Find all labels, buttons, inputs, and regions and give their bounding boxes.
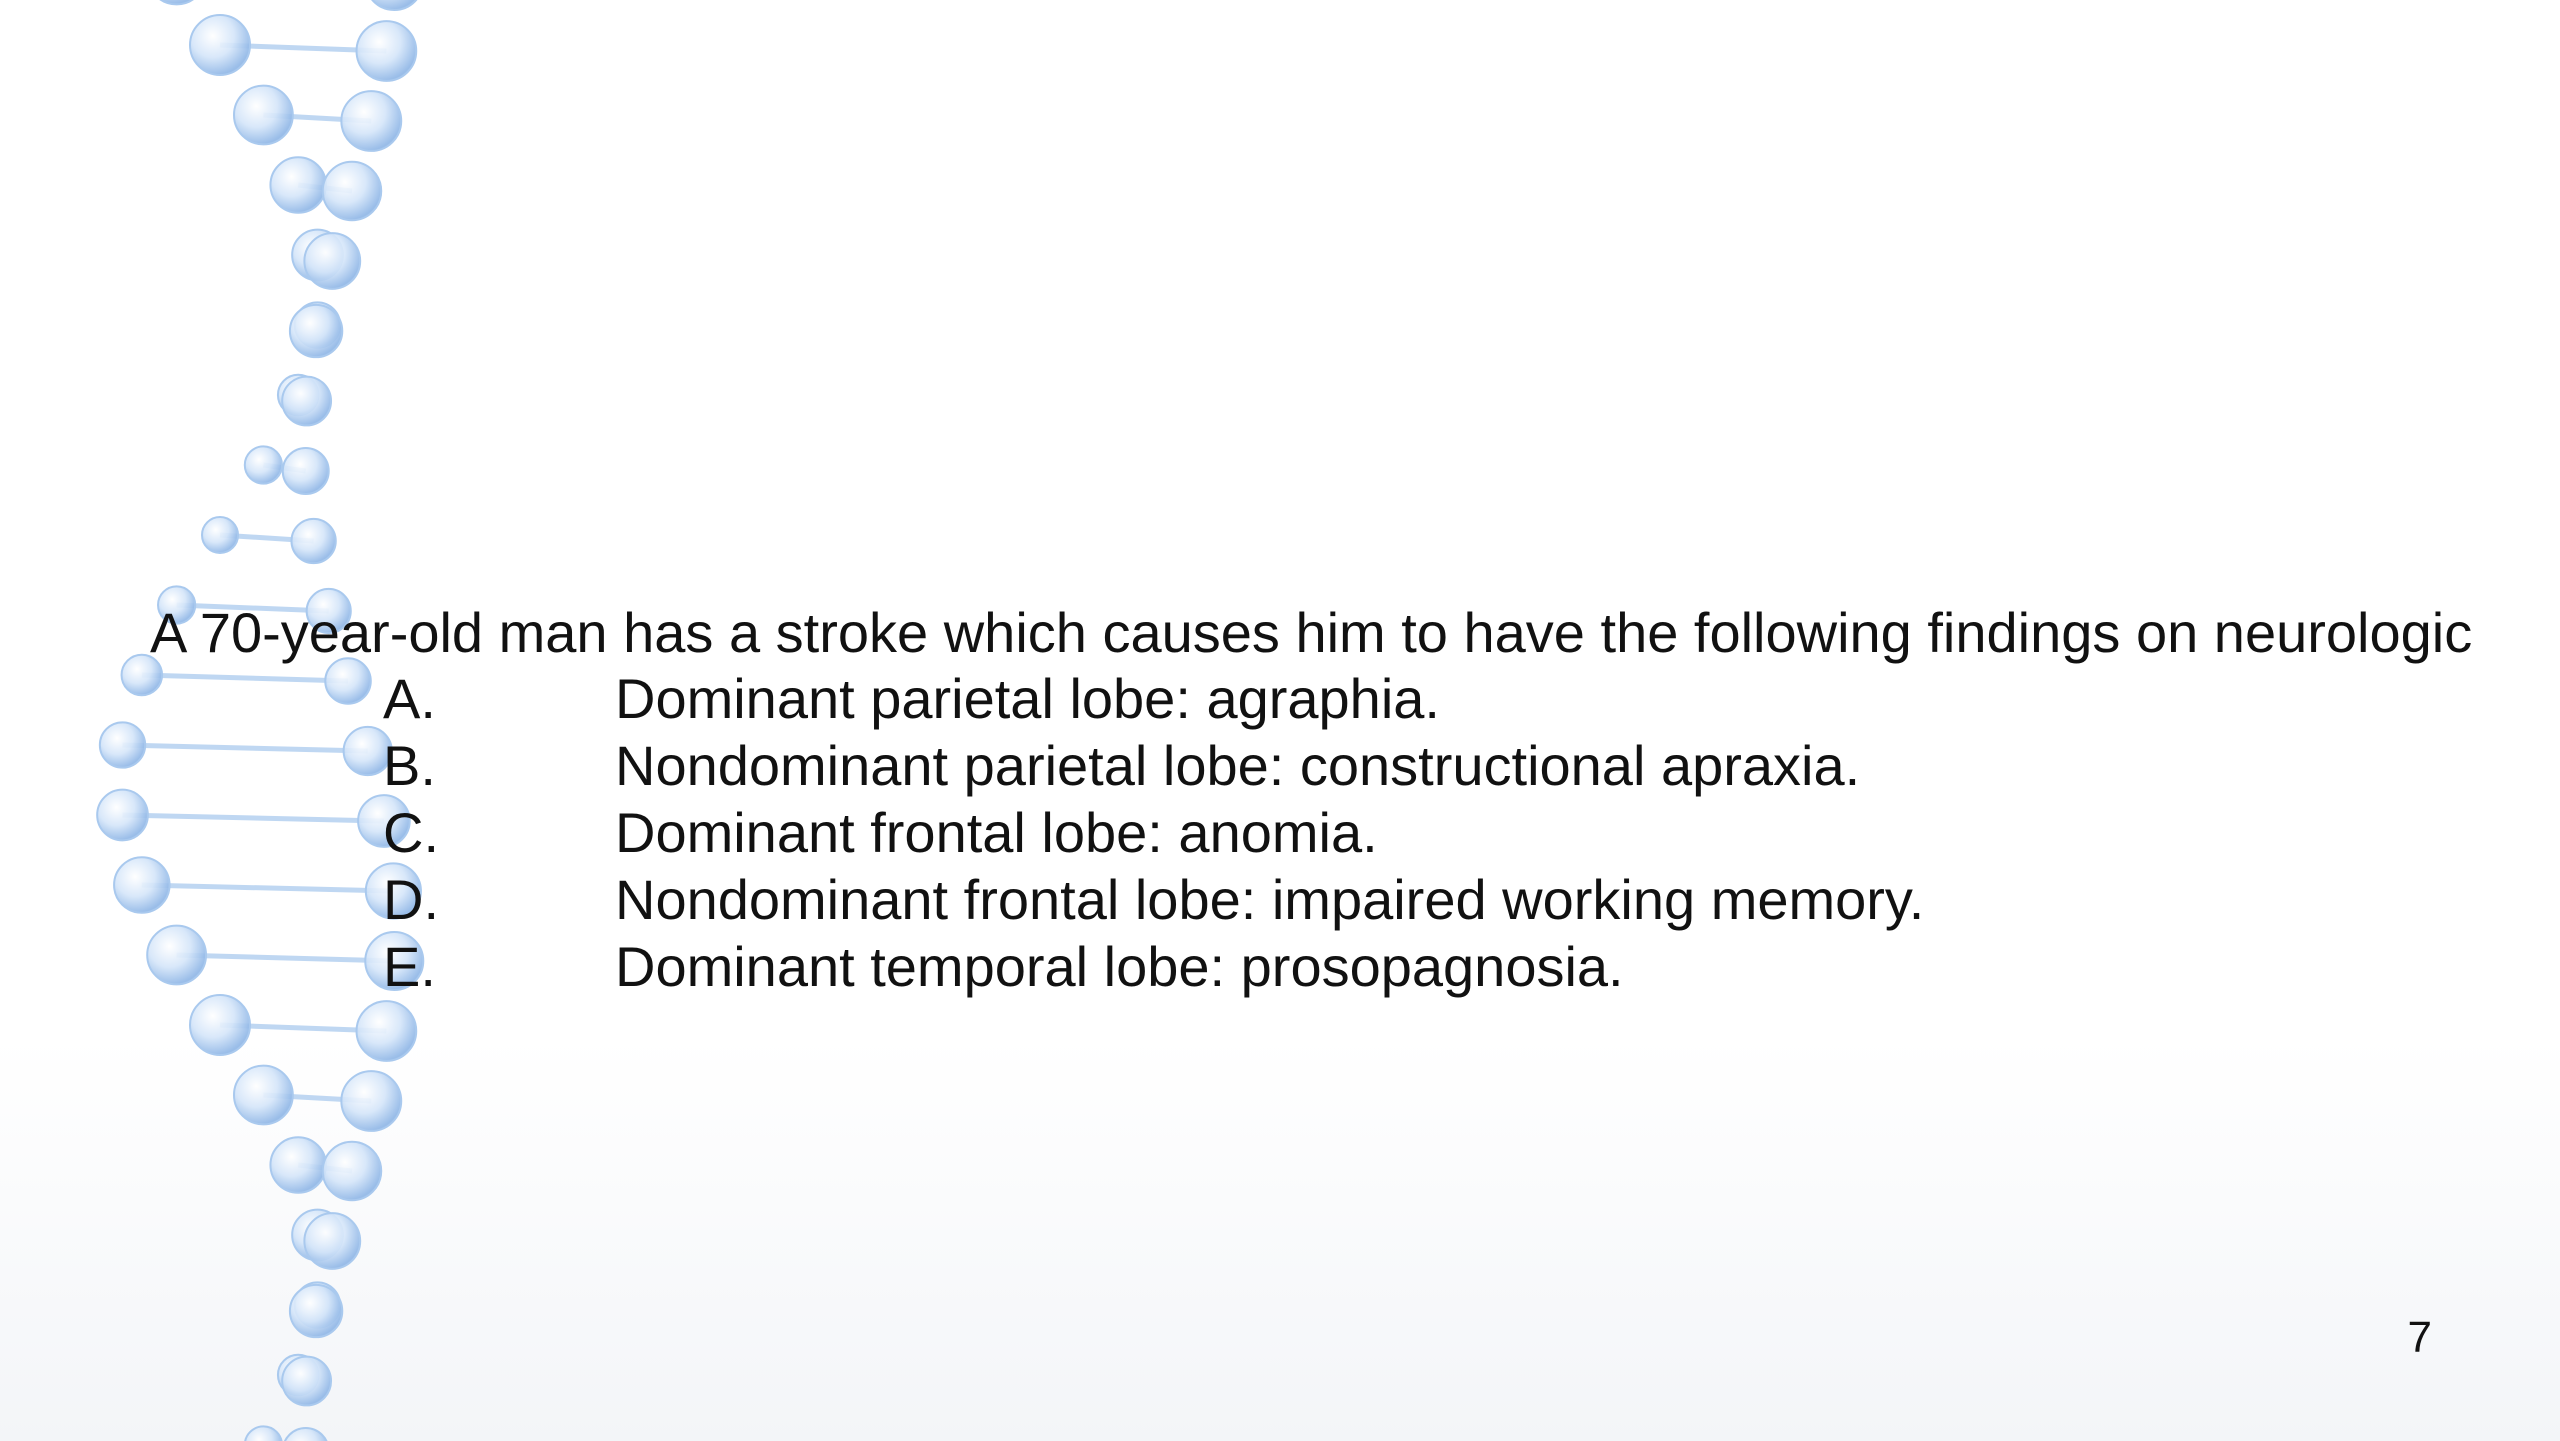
dna-sphere [114, 857, 169, 912]
dna-sphere [323, 1142, 381, 1200]
page-number: 7 [2407, 1313, 2432, 1362]
dna-sphere [304, 1213, 360, 1269]
dna-sphere [147, 0, 206, 4]
dna-sphere [282, 1357, 331, 1406]
dna-sphere [291, 519, 335, 563]
dna-sphere [282, 377, 331, 426]
dna-sphere [245, 446, 282, 483]
answer-choices [383, 665, 1924, 1000]
choice-text: Nondominant parietal lobe: constructional apraxia. [615, 734, 1861, 797]
choice-letter: B. [383, 734, 436, 797]
dna-sphere [341, 1071, 401, 1131]
choice-letter: C. [383, 801, 439, 864]
dna-sphere [341, 91, 401, 151]
dna-sphere [283, 1428, 329, 1441]
dna-rung [142, 675, 348, 681]
choice-text: Dominant frontal lobe: anomia. [615, 801, 1378, 864]
choice-text: Nondominant frontal lobe: impaired working memory. [615, 868, 1925, 931]
choice-letter: A. [383, 667, 436, 730]
dna-sphere [270, 1137, 325, 1192]
answer-choice-c[interactable] [383, 799, 1924, 866]
dna-sphere [190, 995, 250, 1055]
choice-text: Dominant parietal lobe: agraphia. [615, 667, 1440, 730]
dna-sphere [304, 233, 360, 289]
choice-text: Dominant temporal lobe: prosopagnosia. [615, 935, 1624, 998]
dna-sphere [323, 162, 381, 220]
dna-sphere [290, 305, 342, 357]
dna-sphere [97, 790, 148, 841]
dna-sphere [357, 1001, 417, 1061]
dna-rung [177, 955, 395, 961]
dna-sphere [365, 0, 423, 10]
dna-sphere [283, 448, 329, 494]
dna-sphere [202, 517, 238, 553]
dna-sphere [190, 15, 250, 75]
dna-rung [142, 885, 394, 891]
dna-sphere [290, 1285, 342, 1337]
dna-sphere [234, 86, 293, 145]
dna-sphere [147, 926, 206, 985]
choice-letter: E. [383, 935, 436, 998]
choice-letter: D. [383, 868, 439, 931]
answer-choice-b[interactable] [383, 732, 1924, 799]
dna-sphere [245, 1426, 282, 1441]
dna-sphere [270, 157, 325, 212]
dna-rung [123, 815, 384, 821]
question-text: A 70-year-old man has a stroke which causes him to have the following findings on neurologic [150, 601, 2473, 664]
answer-choice-a[interactable] [383, 665, 1924, 732]
answer-choice-d[interactable] [383, 866, 1924, 933]
dna-sphere [234, 1066, 293, 1125]
dna-sphere [357, 21, 417, 81]
dna-rung [123, 745, 368, 751]
dna-sphere [100, 722, 145, 767]
answer-choice-e[interactable] [383, 933, 1924, 1000]
